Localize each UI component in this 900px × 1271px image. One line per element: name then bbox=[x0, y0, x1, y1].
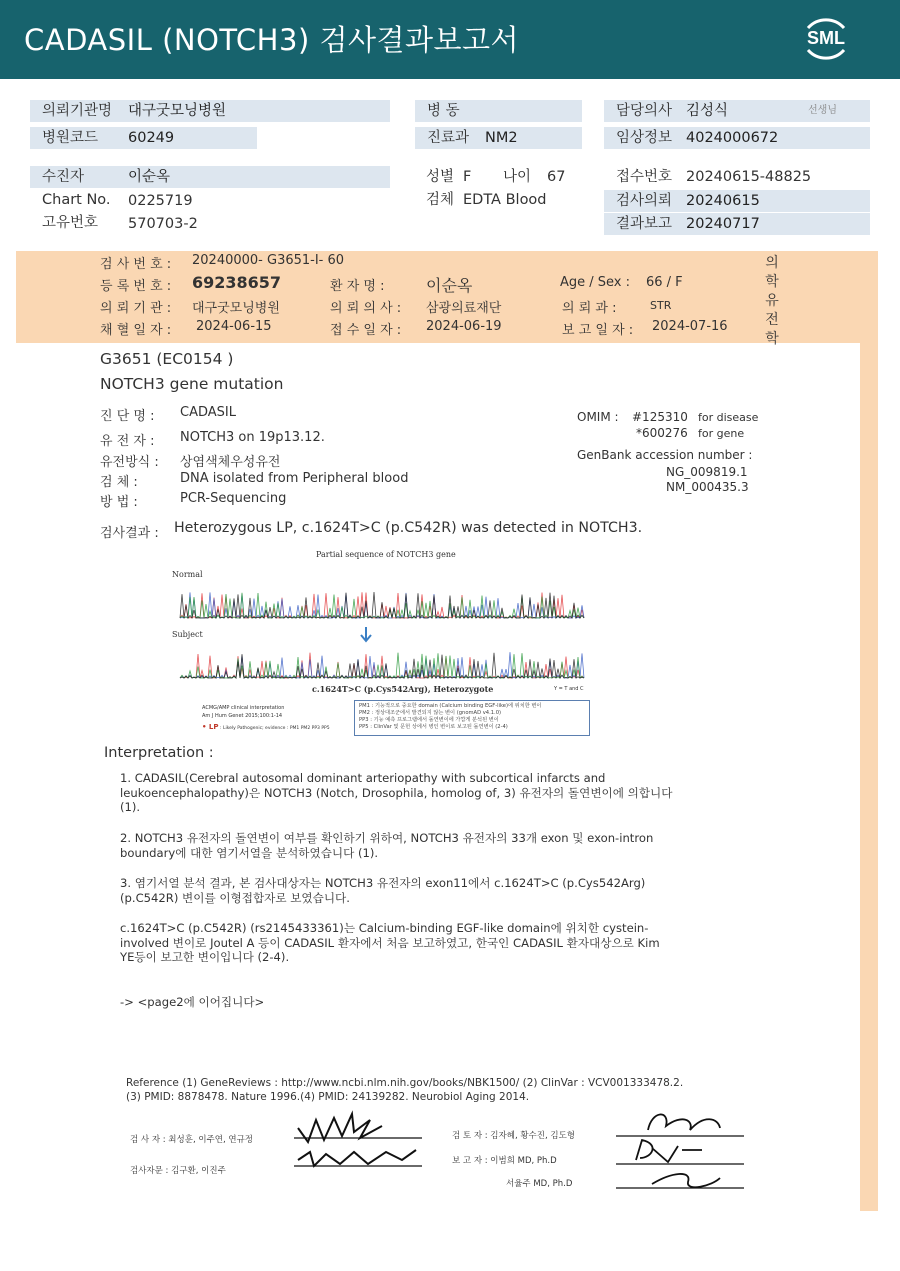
vertical-char: 학 bbox=[765, 274, 779, 290]
result-date-row bbox=[604, 213, 870, 235]
hospital-code-row bbox=[30, 127, 257, 149]
clinical-label: 임상정보 bbox=[616, 130, 673, 146]
specimen-value: EDTA Blood bbox=[463, 192, 547, 208]
chart-label: Chart No. bbox=[42, 192, 111, 208]
gene-label: 유 전 자 : bbox=[100, 434, 155, 449]
doctor-row bbox=[604, 100, 870, 122]
patient-name-label: 환 자 명 : bbox=[330, 279, 385, 294]
interpretation-2: 2. NOTCH3 유전자의 돌연변이 여부를 확인하기 위하여, NOTCH3 유전자의 33개 exon 및 exon-intron boundary에 대한 염기서열을 분석하였습니다 (1). bbox=[120, 831, 654, 860]
omim-gene: *600276 bbox=[636, 426, 688, 440]
request-label: 검사의뢰 bbox=[616, 193, 673, 209]
vertical-char: 유 bbox=[765, 293, 779, 309]
req-doctor-value: 삼광의료재단 bbox=[426, 301, 502, 316]
spec-value: DNA isolated from Peripheral blood bbox=[180, 471, 409, 486]
omim-gene-desc: for gene bbox=[698, 427, 745, 440]
hospital-code-label: 병원코드 bbox=[42, 130, 99, 146]
spec-label: 검 체 : bbox=[100, 475, 138, 490]
omim-disease-desc: for disease bbox=[698, 411, 759, 424]
dept-row bbox=[415, 127, 582, 149]
receipt-label: 접수번호 bbox=[616, 169, 673, 185]
doctor-label: 담당의사 bbox=[616, 103, 673, 119]
clinical-row bbox=[604, 127, 870, 149]
gene-value: NOTCH3 on 19p13.12. bbox=[180, 430, 325, 445]
report-title: CADASIL (NOTCH3) 검사결과보고서 bbox=[24, 23, 520, 57]
acmg-title: ACMG/AMP clinical interpretation bbox=[202, 705, 285, 711]
reference-list: Reference (1) GeneReviews : http://www.ncbi.nlm.nih.gov/books/NBK1500/ (2) ClinVar : VCV001333478.2. (3) PMID: 8878478. Nature 1996.(4) PMID: 24139282. Neurobiol Aging 2014. bbox=[126, 1077, 684, 1103]
inherit-label: 유전방식 : bbox=[100, 455, 159, 470]
test-code: G3651 (EC0154 ) bbox=[100, 350, 234, 368]
req-dept-value: STR bbox=[650, 299, 672, 312]
reviewer-signature bbox=[612, 1100, 752, 1196]
collect-date: 2024-06-15 bbox=[196, 319, 272, 334]
dept-value: NM2 bbox=[485, 130, 518, 146]
interpretation-title: Interpretation : bbox=[104, 745, 214, 761]
acmg-criterion: PP3 : 기능 예측 프로그램에서 돌연변이에 가깝게 분석된 변이 bbox=[359, 717, 499, 723]
sex-value: F bbox=[463, 169, 472, 185]
report-side-strip bbox=[860, 251, 878, 1211]
result-label: 검사결과 : bbox=[100, 526, 159, 541]
acmg-lp-desc: : Likely Pathogenic; evidence : PM1 PM2 PP3 PP5 bbox=[220, 726, 330, 731]
reviewer-label: 검 토 자 : 김자혜, 황수진, 김도형 bbox=[452, 1131, 576, 1141]
vertical-char: 학 bbox=[765, 331, 779, 347]
seq-caption: c.1624T>C (p.Cys542Arg), Heterozygote bbox=[312, 684, 494, 694]
result-text: Heterozygous LP, c.1624T>C (p.C542R) was detected in NOTCH3. bbox=[174, 520, 643, 536]
test-no-label: 검 사 번 호 : bbox=[100, 257, 172, 272]
hospital-code-value: 60249 bbox=[128, 130, 175, 146]
dept-vertical-label bbox=[765, 254, 779, 349]
req-doctor-label: 의 뢰 의 사 : bbox=[330, 301, 402, 316]
reporter-label: 보 고 자 : 이범희 MD, Ph.D bbox=[452, 1156, 557, 1166]
report-date: 2024-07-16 bbox=[652, 319, 728, 334]
inst-value: 대구굿모닝병원 bbox=[192, 301, 280, 316]
request-value: 20240615 bbox=[686, 193, 760, 209]
interpretation-3: 3. 염기서열 분석 결과, 본 검사대상자는 NOTCH3 유전자의 exon11에서 c.1624T>C (p.Cys542Arg) (p.C542R) 변이를 이형접합자로 보였습니다. bbox=[120, 876, 646, 905]
acmg-criterion: PM2 : 정상대조군에서 발견되지 않는 변이 (gnomAD v4.1.0) bbox=[359, 710, 502, 716]
acmg-ref: Am J Hum Genet 2015;100:1-14 bbox=[202, 713, 283, 719]
report-header-bar bbox=[0, 0, 900, 79]
result-date-label: 결과보고 bbox=[616, 216, 673, 232]
reg-no-label: 등 록 번 호 : bbox=[100, 279, 172, 294]
genbank-nm: NM_000435.3 bbox=[666, 480, 749, 494]
patient-label: 수진자 bbox=[42, 169, 85, 185]
unique-label: 고유번호 bbox=[42, 215, 99, 231]
seq-title: Partial sequence of NOTCH3 gene bbox=[316, 550, 456, 559]
unique-value: 570703-2 bbox=[128, 216, 198, 232]
acmg-criterion: PM1 : 기능적으로 중요한 domain (Calcium binding EGF-like)에 위치한 변이 bbox=[359, 703, 542, 709]
age-value: 67 bbox=[547, 169, 566, 185]
receive-label: 접 수 일 자 : bbox=[330, 323, 402, 338]
tester-signature bbox=[290, 1106, 430, 1176]
dept-label: 진료과 bbox=[427, 130, 470, 146]
genbank-label: GenBank accession number : bbox=[577, 448, 753, 462]
method-label: 방 법 : bbox=[100, 495, 138, 510]
chromatogram-traces bbox=[170, 548, 590, 698]
patient-row bbox=[30, 166, 390, 188]
ward-label: 병 동 bbox=[427, 103, 460, 119]
reporter2-label: 서율주 MD, Ph.D bbox=[506, 1179, 573, 1189]
acmg-criterion: PP5 : ClinVar 및 문헌 상에서 병인 변이로 보고된 돌연변이 (2-4) bbox=[359, 724, 508, 730]
continued-note: -> <page2에 이어집니다> bbox=[120, 995, 265, 1009]
logo-text: SML bbox=[807, 28, 845, 48]
mutation-arrow-icon bbox=[361, 627, 371, 641]
inherit-value: 상염색체우성유전 bbox=[180, 455, 281, 470]
seq-yt: Y = T and C bbox=[554, 686, 584, 692]
age-label: 나이 bbox=[503, 169, 532, 185]
test-name: NOTCH3 gene mutation bbox=[100, 375, 284, 393]
method-value: PCR-Sequencing bbox=[180, 491, 287, 506]
chart-value: 0225719 bbox=[128, 193, 193, 209]
patient-value: 이순옥 bbox=[128, 169, 171, 185]
clinical-value: 4024000672 bbox=[686, 130, 779, 146]
request-row bbox=[604, 190, 870, 212]
institution-label: 의뢰기관명 bbox=[42, 103, 113, 119]
interpretation-1: 1. CADASIL(Cerebral autosomal dominant arteriopathy with subcortical infarcts and leukoencephalopathy)은 NOTCH3 (Notch, Drosophila, homolog of, 3) 유전자의 돌연변이에 의합니다 (1). bbox=[120, 771, 673, 814]
vertical-char: 전 bbox=[765, 312, 779, 328]
seq-normal-label: Normal bbox=[172, 570, 203, 579]
req-dept-label: 의 뢰 과 : bbox=[562, 301, 617, 316]
institution-row bbox=[30, 100, 390, 122]
interpretation-4: c.1624T>C (p.C542R) (rs2145433361)는 Calcium-binding EGF-like domain에 위치한 cystein- involved 변이로 Joutel A 등이 CADASIL 환자에서 처음 보고하였고, 한국인 CADASIL 환자대상으로 Kim YE등이 보고한 변이입니다 (2-4). bbox=[120, 921, 660, 964]
sml-logo bbox=[800, 14, 852, 64]
age-sex-value: 66 / F bbox=[646, 275, 683, 290]
collect-label: 채 혈 일 자 : bbox=[100, 323, 172, 338]
acmg-lp-badge: • LP bbox=[202, 723, 219, 731]
genbank-ng: NG_009819.1 bbox=[666, 465, 748, 479]
sex-label: 성별 bbox=[426, 169, 455, 185]
omim-disease: #125310 bbox=[632, 410, 688, 424]
ward-row bbox=[415, 100, 582, 122]
age-sex-label: Age / Sex : bbox=[560, 275, 631, 290]
result-date-value: 20240717 bbox=[686, 216, 760, 232]
report-label: 보 고 일 자 : bbox=[562, 323, 634, 338]
receipt-value: 20240615-48825 bbox=[686, 169, 812, 185]
acmg-criteria-box bbox=[354, 700, 590, 736]
reg-no-value: 69238657 bbox=[192, 273, 282, 292]
specimen-label: 검체 bbox=[426, 192, 455, 208]
test-no-value: 20240000- G3651-I- 60 bbox=[192, 253, 345, 268]
seq-subject-label: Subject bbox=[172, 630, 203, 639]
omim-label: OMIM : bbox=[577, 410, 619, 424]
tester-label: 검 사 자 : 최성훈, 이주연, 연규정 bbox=[130, 1135, 254, 1145]
patient-name-value: 이순옥 bbox=[426, 276, 473, 295]
institution-value: 대구굿모닝병원 bbox=[128, 103, 227, 119]
vertical-char: 의 bbox=[765, 255, 779, 271]
receive-date: 2024-06-19 bbox=[426, 319, 502, 334]
advisor-label: 검사자문 : 김구환, 이진주 bbox=[130, 1166, 226, 1176]
doctor-suffix: 선생님 bbox=[808, 105, 837, 116]
diag-label: 진 단 명 : bbox=[100, 409, 155, 424]
doctor-value: 김성식 bbox=[686, 103, 729, 119]
inst-label: 의 뢰 기 관 : bbox=[100, 301, 172, 316]
diag-value: CADASIL bbox=[180, 405, 236, 420]
